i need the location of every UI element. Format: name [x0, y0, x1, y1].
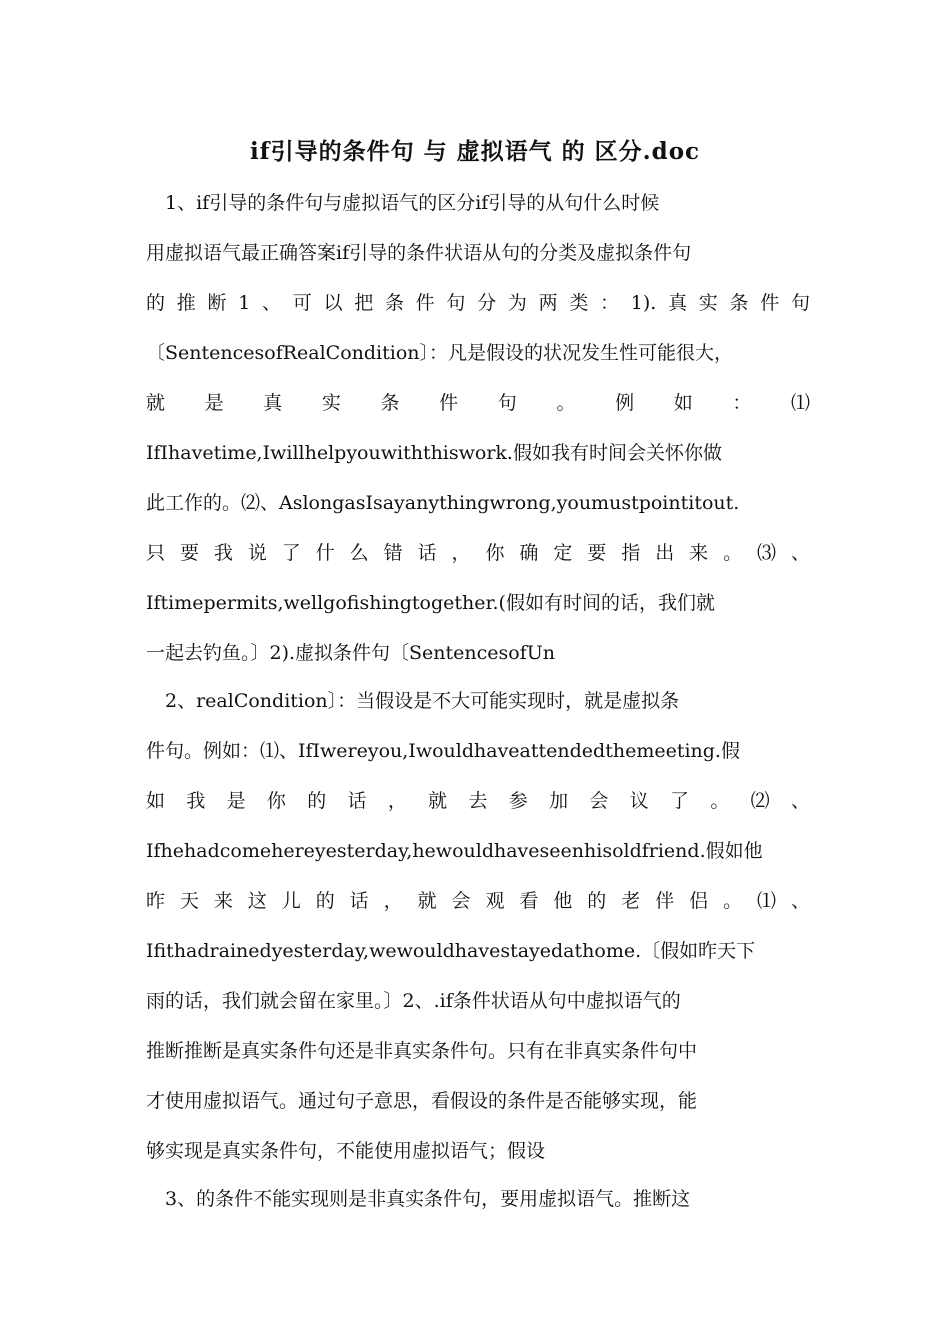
paragraph-1 [146, 178, 810, 678]
paragraph-3 [146, 1174, 810, 1224]
text-line: IfIhavetime,Iwillhelpyouwiththiswork.假如我有时间会关怀你做 [146, 442, 722, 464]
text-line: 昨天来这儿的话，就会观看他的老伴侣。⑴、 [146, 890, 810, 912]
text-line: 雨的话，我们就会留在家里。〕2、.if条件状语从句中虚拟语气的 [146, 990, 681, 1012]
text-line: 推断推断是真实条件句还是非真实条件句。只有在非真实条件句中 [146, 1040, 698, 1062]
text-line: 如我是你的话，就去参加会议了。⑵、 [146, 790, 810, 812]
text-line: 用虚拟语气最正确答案if引导的条件状语从句的分类及虚拟条件句 [146, 242, 692, 264]
text-line: Ifithadrainedyesterday,wewouldhavestayedathome.〔假如昨天下 [146, 940, 756, 962]
text-line: 的推断1、可以把条件句分为两类：1).真实条件句 [146, 292, 810, 314]
text-line: 件句。例如：⑴、IfIwereyou,Iwouldhaveattendedthemeeting.假 [146, 740, 740, 762]
text-line: 3、的条件不能实现则是非真实条件句，要用虚拟语气。推断这 [146, 1188, 691, 1210]
paragraph-2 [146, 676, 810, 1176]
text-line: 只要我说了什么错话，你确定要指出来。⑶、 [146, 542, 810, 564]
text-line: Iftimepermits,wellgofishingtogether.(假如有时间的话，我们就 [146, 592, 715, 614]
text-line: 够实现是真实条件句，不能使用虚拟语气；假设 [146, 1140, 546, 1162]
text-line: 就是真实条件句。例如：⑴ [146, 392, 810, 414]
document-title: if引导的条件句 与 虚拟语气 的 区分.doc [249, 138, 701, 165]
text-line: 〔SentencesofRealCondition〕：凡是假设的状况发生性可能很大， [146, 342, 734, 364]
text-line: 2、realCondition〕：当假设是不大可能实现时，就是虚拟条 [146, 690, 680, 712]
text-line: 1、if引导的条件句与虚拟语气的区分if引导的从句什么时候 [146, 192, 660, 214]
text-line: 一起去钓鱼。〕2).虚拟条件句〔SentencesofUn [146, 642, 556, 664]
text-line: 才使用虚拟语气。通过句子意思，看假设的条件是否能够实现，能 [146, 1090, 698, 1112]
text-line: Ifhehadcomehereyesterday,hewouldhaveseenhisoldfriend.假如他 [146, 840, 763, 862]
text-line: 此工作的。⑵、AslongasIsayanythingwrong,youmustpointitout. [146, 492, 740, 514]
